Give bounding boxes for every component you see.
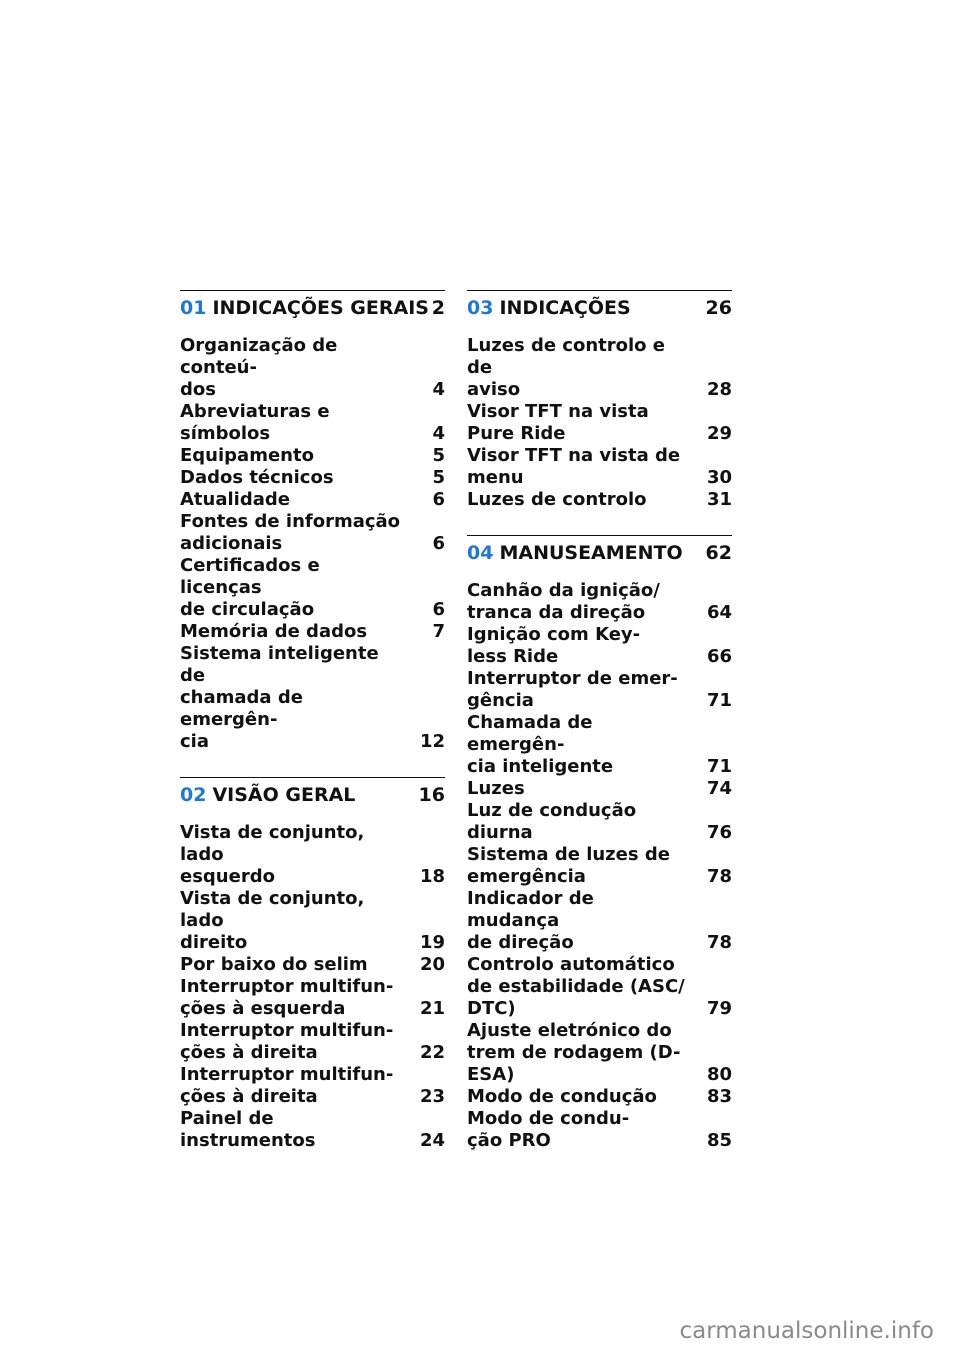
entry-page-number: 6 [432,533,445,554]
section-number: 01 [180,297,207,319]
entry-page-number: 4 [432,379,445,400]
toc-entry[interactable] [467,1086,732,1108]
entry-list [180,335,445,753]
section-title-group [180,297,429,319]
entry-page-number: 83 [706,1086,732,1107]
toc-entry[interactable] [180,401,445,445]
entry-page-number: 31 [706,489,732,510]
entry-title: Interruptor de emer- gência [467,668,678,711]
entry-page-number: 21 [419,998,445,1019]
entry-title: Vista de conjunto, lado esquerdo [180,822,365,887]
entry-page-number: 4 [432,423,445,444]
toc-entry[interactable] [180,976,445,1020]
toc-entry[interactable] [180,1020,445,1064]
section-title-group [180,784,355,806]
toc-entry[interactable] [180,445,445,467]
section-page-number: 62 [705,542,732,564]
entry-title: Controlo automático de estabilidade (ASC/ DTC) [467,954,685,1019]
toc-entry[interactable] [467,445,732,489]
entry-page-number: 23 [419,1086,445,1107]
entry-title: Sistema de luzes de emergência [467,844,670,887]
toc-entry[interactable] [180,621,445,643]
entry-title: Canhão da ignição/ tranca da direção [467,580,660,623]
toc-entry[interactable] [180,954,445,976]
entry-title: Painel de instrumentos [180,1108,316,1151]
section-heading[interactable] [467,536,732,574]
entry-title: Organização de conteú- dos [180,335,338,400]
section-page-number: 2 [431,297,445,319]
toc-entry[interactable] [180,555,445,621]
entry-list [180,822,445,1152]
entry-page-number: 6 [432,489,445,510]
toc-entry[interactable] [467,800,732,844]
entry-title: Certificados e licenças de circulação [180,555,320,620]
entry-page-number: 7 [432,621,445,642]
entry-title: Luzes [467,778,525,799]
entry-page-number: 79 [706,998,732,1019]
toc-entry[interactable] [180,1064,445,1108]
toc-entry[interactable] [180,489,445,511]
entry-page-number: 71 [706,756,732,777]
entry-page-number: 18 [419,866,445,887]
toc-entry[interactable] [467,624,732,668]
entry-page-number: 19 [419,932,445,953]
toc-entry[interactable] [180,1108,445,1152]
toc-entry[interactable] [180,643,445,753]
entry-page-number: 78 [706,866,732,887]
toc-section [180,290,445,753]
entry-page-number: 5 [432,445,445,466]
entry-page-number: 66 [706,646,732,667]
section-page-number: 16 [418,784,445,806]
toc-entry[interactable] [467,1108,732,1152]
section-heading[interactable] [467,291,732,329]
entry-page-number: 29 [706,423,732,444]
toc-entry[interactable] [467,712,732,778]
entry-list [467,580,732,1152]
entry-title: Modo de condu- ção PRO [467,1108,630,1151]
toc-entry[interactable] [467,668,732,712]
section-title: INDICAÇÕES [499,297,631,319]
toc-entry[interactable] [467,844,732,888]
toc-entry[interactable] [467,1020,732,1086]
toc-entry[interactable] [467,778,732,800]
entry-title: Visor TFT na vista Pure Ride [467,401,649,444]
section-number: 02 [180,784,207,806]
entry-title: Vista de conjunto, lado direito [180,888,365,953]
entry-page-number: 24 [419,1130,445,1151]
toc-entry[interactable] [467,580,732,624]
entry-title: Fontes de informação adicionais [180,511,401,554]
entry-title: Modo de condução [467,1086,657,1107]
entry-title: Luzes de controlo [467,489,647,510]
entry-title: Luzes de controlo e de aviso [467,335,666,400]
section-heading[interactable] [180,291,445,329]
entry-page-number: 20 [419,954,445,975]
toc-column-right [467,290,732,1176]
toc-section [180,777,445,1152]
toc-entry[interactable] [467,489,732,511]
entry-page-number: 85 [706,1130,732,1151]
watermark-text: carmanualsonline.info [679,1318,934,1344]
entry-page-number: 78 [706,932,732,953]
entry-title: Equipamento [180,445,314,466]
entry-page-number: 12 [419,731,445,752]
section-title: MANUSEAMENTO [499,542,683,564]
toc-entry[interactable] [467,401,732,445]
toc-entry[interactable] [180,335,445,401]
toc-entry[interactable] [180,822,445,888]
toc-entry[interactable] [467,335,732,401]
entry-page-number: 80 [706,1064,732,1085]
entry-list [467,335,732,511]
section-number: 03 [467,297,494,319]
toc-section [467,290,732,511]
entry-page-number: 76 [706,822,732,843]
entry-title: Interruptor multifun- ções à direita [180,1020,394,1063]
entry-title: Por baixo do selim [180,954,368,975]
entry-page-number: 30 [706,467,732,488]
entry-title: Indicador de mudança de direção [467,888,594,953]
entry-title: Luz de condução diurna [467,800,637,843]
entry-title: Sistema inteligente de chamada de emergên- cia [180,643,379,752]
entry-title: Visor TFT na vista de menu [467,445,681,488]
toc-entry[interactable] [467,888,732,954]
entry-title: Ajuste eletrónico do trem de rodagem (D- ESA) [467,1020,681,1085]
entry-title: Ignição com Key- less Ride [467,624,641,667]
section-title-group [467,542,683,564]
toc-entry[interactable] [180,511,445,555]
toc-column-left [180,290,445,1176]
toc-entry[interactable] [180,888,445,954]
section-number: 04 [467,542,494,564]
entry-title: Interruptor multifun- ções à direita [180,1064,394,1107]
entry-page-number: 22 [419,1042,445,1063]
entry-title: Abreviaturas e símbolos [180,401,330,444]
entry-page-number: 6 [432,599,445,620]
toc-entry[interactable] [180,467,445,489]
section-title-group [467,297,631,319]
toc-entry[interactable] [467,954,732,1020]
entry-title: Atualidade [180,489,290,510]
section-title: INDICAÇÕES GERAIS [212,297,429,319]
entry-page-number: 5 [432,467,445,488]
section-page-number: 26 [705,297,732,319]
entry-page-number: 64 [706,602,732,623]
entry-page-number: 28 [706,379,732,400]
entry-title: Memória de dados [180,621,368,642]
entry-page-number: 71 [706,690,732,711]
entry-title: Dados técnicos [180,467,334,488]
section-title: VISÃO GERAL [212,784,356,806]
section-heading[interactable] [180,778,445,816]
entry-title: Chamada de emergên- cia inteligente [467,712,614,777]
entry-page-number: 74 [706,778,732,799]
toc-section [467,535,732,1152]
entry-title: Interruptor multifun- ções à esquerda [180,976,394,1019]
